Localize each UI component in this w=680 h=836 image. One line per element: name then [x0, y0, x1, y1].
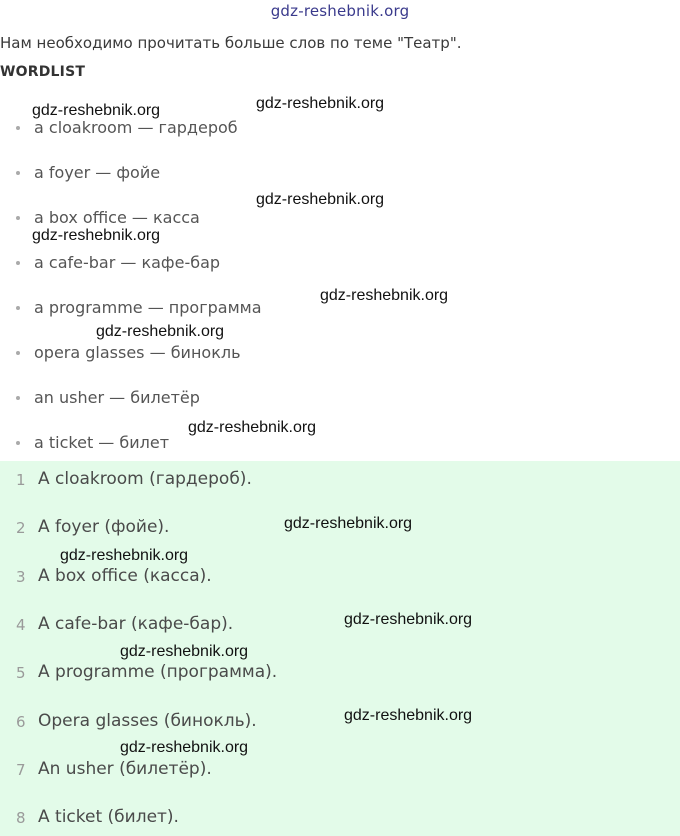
answer-text: An usher (билетёр).: [38, 759, 212, 779]
watermark: gdz-reshebnik.org: [32, 227, 161, 244]
answer-text: A programme (программа).: [38, 662, 278, 682]
answer-number: 6: [16, 713, 26, 731]
answer-number: 2: [16, 519, 26, 537]
answer-number: 1: [16, 471, 26, 489]
list-item: a cloakroom — гардероб: [16, 118, 238, 137]
bullet-icon: [16, 171, 20, 175]
answer-number: 8: [16, 809, 26, 827]
watermark: gdz-reshebnik.org: [60, 547, 189, 564]
list-item: a cafe-bar — кафе-бар: [16, 253, 220, 272]
answer-text: A cafe-bar (кафе-бар).: [38, 614, 234, 634]
watermark: gdz-reshebnik.org: [188, 419, 317, 436]
answer-number: 5: [16, 664, 26, 682]
answer-number: 4: [16, 616, 26, 634]
list-item: a ticket — билет: [16, 433, 169, 452]
watermark: gdz-reshebnik.org: [256, 191, 385, 208]
watermark: gdz-reshebnik.org: [32, 102, 161, 119]
watermark: gdz-reshebnik.org: [344, 707, 473, 724]
answer-text: A ticket (билет).: [38, 807, 179, 827]
bullet-icon: [16, 351, 20, 355]
list-item: opera glasses — бинокль: [16, 343, 241, 362]
list-item: an usher — билетёр: [16, 388, 200, 407]
answer-text: Opera glasses (бинокль).: [38, 711, 257, 731]
watermark: gdz-reshebnik.org: [284, 515, 413, 532]
list-item: a box office — касса: [16, 208, 200, 227]
header-watermark: gdz-reshebnik.org: [270, 2, 410, 20]
watermark: gdz-reshebnik.org: [120, 643, 249, 660]
answer-number: 3: [16, 568, 26, 586]
list-item: a programme — программа: [16, 298, 262, 317]
watermark: gdz-reshebnik.org: [344, 611, 473, 628]
answer-text: A foyer (фойе).: [38, 517, 170, 537]
list-item: a foyer — фойе: [16, 163, 160, 182]
bullet-icon: [16, 306, 20, 310]
answer-text: A box office (касса).: [38, 566, 212, 586]
answer-text: A cloakroom (гардероб).: [38, 469, 252, 489]
watermark: gdz-reshebnik.org: [96, 323, 225, 340]
intro-text: Нам необходимо прочитать больше слов по теме "Театр".: [0, 34, 462, 52]
watermark: gdz-reshebnik.org: [320, 287, 449, 304]
bullet-icon: [16, 441, 20, 445]
watermark: gdz-reshebnik.org: [256, 95, 385, 112]
bullet-icon: [16, 126, 20, 130]
answer-number: 7: [16, 761, 26, 779]
bullet-icon: [16, 216, 20, 220]
wordlist-heading: WORDLIST: [0, 64, 86, 80]
bullet-icon: [16, 396, 20, 400]
watermark: gdz-reshebnik.org: [120, 739, 249, 756]
bullet-icon: [16, 261, 20, 265]
